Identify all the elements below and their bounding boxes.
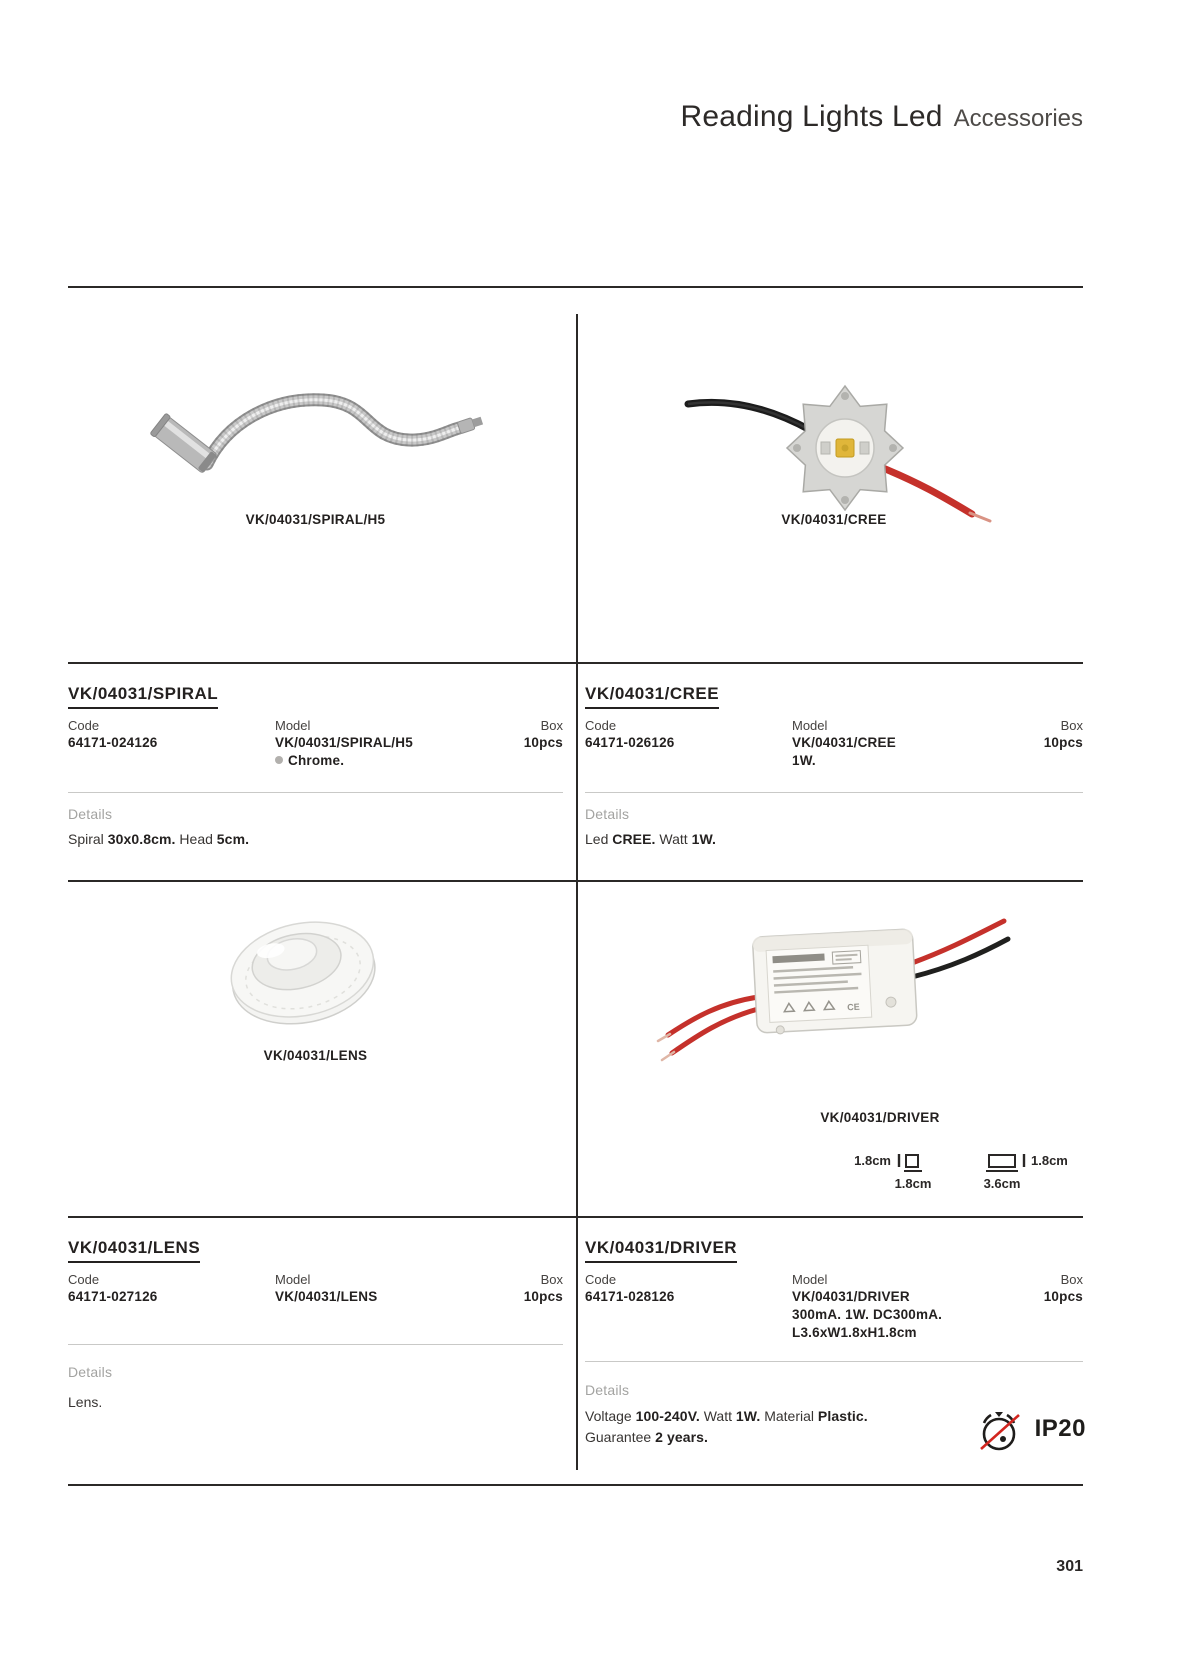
cree-details-rule: [585, 792, 1083, 793]
page-title: Reading Lights Led: [680, 100, 943, 133]
lens-product-photo: [205, 893, 395, 1038]
cree-title: VK/04031/CREE: [585, 684, 1083, 709]
spiral-photo-caption: VK/04031/SPIRAL/H5: [245, 512, 386, 527]
svg-text:1.8cm: 1.8cm: [1031, 1153, 1068, 1168]
spiral-title: VK/04031/SPIRAL: [68, 684, 563, 709]
svg-text:CE: CE: [846, 1001, 860, 1013]
red-wire-right: [912, 921, 1004, 963]
spiral-info: [68, 717, 563, 770]
box-label: Box: [540, 1272, 563, 1287]
lens-code-value: 64171-027126: [68, 1289, 158, 1304]
lens-details-text: Lens.: [68, 1394, 103, 1410]
code-label: Code: [585, 1272, 617, 1287]
cree-model-value: VK/04031/CREE: [792, 735, 896, 750]
cree-code-value: 64171-026126: [585, 735, 675, 750]
driver-details-label: Details: [585, 1382, 630, 1398]
svg-text:1.8cm: 1.8cm: [854, 1153, 891, 1168]
driver-details-rule: [585, 1361, 1083, 1362]
box-label: Box: [540, 718, 563, 733]
lens-photo-caption: VK/04031/LENS: [263, 1048, 368, 1063]
driver-info: [585, 1271, 1083, 1342]
connector-tip: [457, 415, 484, 434]
lens-model-value: VK/04031/LENS: [275, 1289, 378, 1304]
non-dimmable-icon: [975, 1404, 1025, 1454]
row2-image-rule: [68, 1216, 1083, 1218]
spiral-details-text: Spiral 30x0.8cm. Head 5cm.: [68, 831, 250, 847]
cree-box-value: 10pcs: [1043, 735, 1083, 750]
driver-code-value: 64171-028126: [585, 1289, 675, 1304]
page-number: 301: [1056, 1558, 1083, 1575]
lens-details-rule: [68, 1344, 563, 1345]
lens-details-label: Details: [68, 1364, 113, 1380]
cree-photo-caption: VK/04031/CREE: [781, 512, 887, 527]
bottom-rule: [68, 1484, 1083, 1486]
driver-model-value: VK/04031/DRIVER: [792, 1289, 910, 1304]
driver-details-text: Voltage 100-240V. Watt 1W. Material Plastic. Guarantee 2 years.: [585, 1408, 868, 1445]
page-header: [680, 100, 1083, 134]
ip-rating: IP20: [1034, 1415, 1086, 1442]
cree-info: [585, 717, 1083, 770]
spiral-details-label: Details: [68, 806, 113, 822]
driver-box-value: 10pcs: [1043, 1289, 1083, 1304]
lens-box-value: 10pcs: [523, 1289, 563, 1304]
red-wire: [878, 466, 972, 514]
svg-text:3.6cm: 3.6cm: [983, 1176, 1021, 1191]
driver-photo-caption: VK/04031/DRIVER: [820, 1110, 940, 1125]
row-separator-rule: [68, 880, 1083, 882]
cree-details-label: Details: [585, 806, 630, 822]
code-label: Code: [68, 718, 100, 733]
svg-text:1.8cm: 1.8cm: [894, 1176, 932, 1191]
driver-model-value-2: 300mA. 1W. DC300mA.: [792, 1307, 943, 1322]
code-label: Code: [585, 718, 617, 733]
row1-image-rule: [68, 662, 1083, 664]
page-subtitle: Accessories: [953, 105, 1083, 132]
gooseneck-arm: [207, 400, 459, 464]
spiral-code-value: 64171-024126: [68, 735, 158, 750]
chrome-color-dot: [275, 756, 283, 764]
column-divider: [576, 314, 578, 1470]
model-label: Model: [792, 718, 828, 733]
driver-title: VK/04031/DRIVER: [585, 1238, 1083, 1263]
dimension-rect-icon: [983, 1150, 1083, 1192]
model-label: Model: [792, 1272, 828, 1287]
dimension-square-icon: [847, 1150, 939, 1192]
lens-info: [68, 1271, 563, 1306]
driver-dimensions: [847, 1150, 1083, 1192]
driver-ip-badge: [975, 1404, 1086, 1454]
lens-title: VK/04031/LENS: [68, 1238, 563, 1263]
spiral-box-value: 10pcs: [523, 735, 563, 750]
spiral-details-rule: [68, 792, 563, 793]
cree-model-value-2: 1W.: [792, 753, 816, 768]
model-label: Model: [275, 718, 311, 733]
red-wire-left-2: [672, 1009, 758, 1053]
spiral-model-value: VK/04031/SPIRAL/H5: [275, 735, 413, 750]
spiral-finish: Chrome.: [275, 752, 491, 770]
box-label: Box: [1060, 1272, 1083, 1287]
box-label: Box: [1060, 718, 1083, 733]
model-label: Model: [275, 1272, 311, 1287]
driver-box: [752, 929, 917, 1035]
top-rule: [68, 286, 1083, 288]
spiral-product-photo: [115, 352, 515, 502]
code-label: Code: [68, 1272, 100, 1287]
driver-model-value-3: L3.6xW1.8xH1.8cm: [792, 1325, 917, 1340]
lamp-head: [150, 413, 218, 474]
cree-details-text: Led CREE. Watt 1W.: [585, 831, 717, 847]
driver-product-photo: [650, 885, 1030, 1090]
